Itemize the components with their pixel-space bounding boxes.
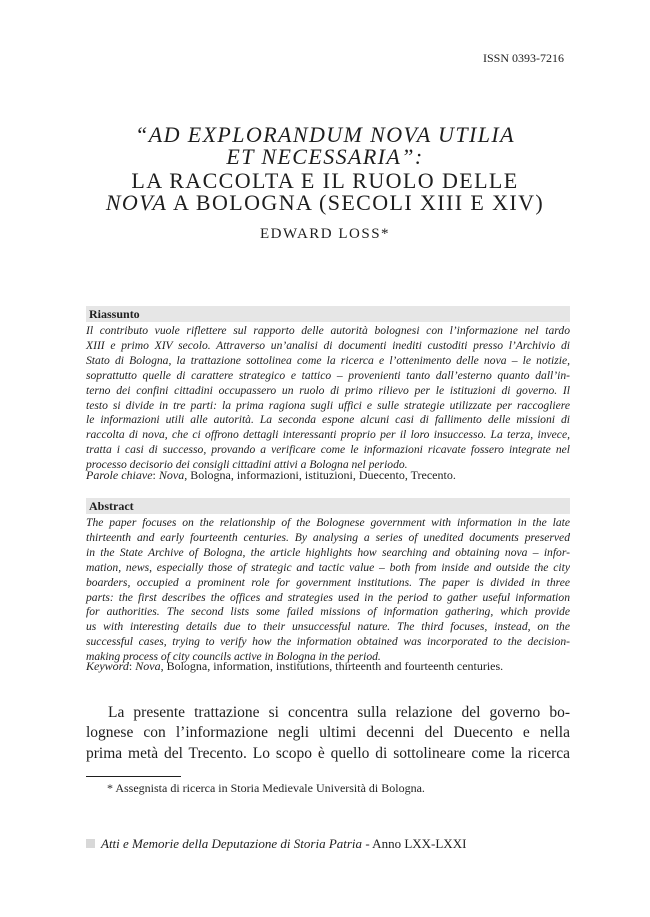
title-line-2: ET NECESSARIA”:	[226, 144, 424, 169]
body-line: La presente trattazione si concentra sulla relazione del governo bo-	[108, 704, 570, 721]
title-line-3: LA RACCOLTA E IL RUOLO DELLE	[131, 168, 519, 193]
keywords-rest: , Bologna, information, institutions, thirteenth and fourteenth centuries.	[160, 659, 504, 673]
abstract-heading: Abstract	[86, 498, 570, 514]
riassunto-line: soprattutto quelle di carattere strategico e tattico – provenienti tanto dall’esterno quanto dall’in-	[86, 368, 570, 382]
riassunto-line: le informazioni utili alle autorità. La seconda espone alcuni casi di fallimento delle missioni di	[86, 413, 570, 427]
abstract-line: parts: the first describes the offices and strategies used in the period to gather useful information	[86, 590, 570, 604]
abstract-line: making process of city councils active in Bologna in the period.	[86, 650, 381, 664]
title-nova-word: NOVA	[105, 190, 168, 215]
title-line-4	[60, 192, 590, 214]
keywords-first: Nova	[135, 659, 161, 673]
keywords: Keyword: Nova, Bologna, information, institutions, thirteenth and fourteenth centuries.	[86, 659, 504, 673]
title-line-1: “AD EXPLORANDUM NOVA UTILIA	[135, 122, 515, 147]
riassunto-line: raccolta di nova, che ci offrono dettagli interessanti proprio per il loro insuccesso. La terza, invece,	[86, 428, 570, 442]
abstract-line: for authorities. The second lists some failed missions of information gathering, which provide	[86, 605, 570, 619]
riassunto-line: XIII e primo XIV secolo. Attraverso un’analisi di documenti inediti custoditi presso l’Archivio di	[86, 338, 570, 352]
keywords-label: Keyword	[86, 659, 129, 673]
body-line: lognese con l’informazione negli ultimi decenni del Duecento e nella	[86, 724, 570, 742]
abstract-line: boarders, occupied a prominent role for government institutions. The paper is divided in three	[86, 575, 570, 589]
footnote-rule	[86, 776, 181, 777]
footer-issue: - Anno LXX-LXXI	[362, 836, 467, 851]
abstract-line: thirteenth and early fourteenth centuries. By analysing a series of unedited documents preserved	[86, 530, 570, 544]
body-line: prima metà del Trecento. Lo scopo è quello di sottolineare come la ricerca	[86, 744, 570, 762]
abstract-line: us with interesting details due to their unsuccessful nature. The third focuses, instead, on the	[86, 620, 570, 634]
parole-chiave-first: Nova	[158, 468, 185, 482]
footnote: * Assegnista di ricerca in Storia Medievale Università di Bologna.	[107, 781, 425, 795]
body-text	[86, 703, 570, 764]
issn-label: ISSN 0393-7216	[482, 51, 564, 65]
riassunto-line: tratta i casi di successo, provando a verificare come le informazioni ricavate fossero integrate nel	[86, 443, 570, 457]
riassunto-line: processo decisorio dei consigli cittadini attivi a Bologna nel periodo.	[86, 458, 408, 472]
footer-square-icon	[86, 839, 95, 848]
riassunto-line: Stato di Bologna, la trattazione sottolinea come la ricerca e l’ottenimento delle nova – le notizie,	[86, 353, 570, 367]
abstract-line: successful cases, trying to verify how the information obtained was incorporated to the decision-	[86, 635, 570, 649]
riassunto-heading: Riassunto	[86, 306, 570, 322]
riassunto-line: testo si divide in tre parti: la prima ragiona sugli uffici e sulle strategie utilizzate per raccogliere	[86, 398, 570, 412]
author-name: EDWARD LOSS*	[259, 226, 391, 242]
title-line-4-rest: A BOLOGNA (SECOLI XIII E XIV)	[167, 190, 545, 215]
page-footer	[86, 836, 466, 852]
riassunto-text	[86, 324, 570, 473]
parole-chiave-label: Parole chiave	[86, 468, 153, 482]
parole-chiave-rest: , Bologna, informazioni, istituzioni, Duecento, Trecento.	[184, 468, 456, 482]
abstract-text	[86, 516, 570, 665]
abstract-line: mation, news, especially those of strategic and tactic value – both from inside and outside the city	[86, 560, 570, 574]
riassunto-line: terno dei confini cittadini occupassero un ruolo di primo rilievo per le istituzioni di governo. Il	[86, 383, 570, 397]
riassunto-line: Il contributo vuole riflettere sul rapporto delle autorità bolognesi con l’informazione nel tardo	[86, 324, 570, 337]
parole-chiave: Parole chiave: Nova, Bologna, informazioni, istituzioni, Duecento, Trecento.	[86, 468, 456, 482]
abstract-line: The paper focuses on the relationship of the Bolognese government with information in the late	[86, 516, 570, 529]
abstract-line: in the State Archive of Bologna, the article highlights how searching and obtaining nova – infor-	[86, 545, 570, 559]
footer-journal-title: Atti e Memorie della Deputazione di Storia Patria	[101, 836, 363, 851]
